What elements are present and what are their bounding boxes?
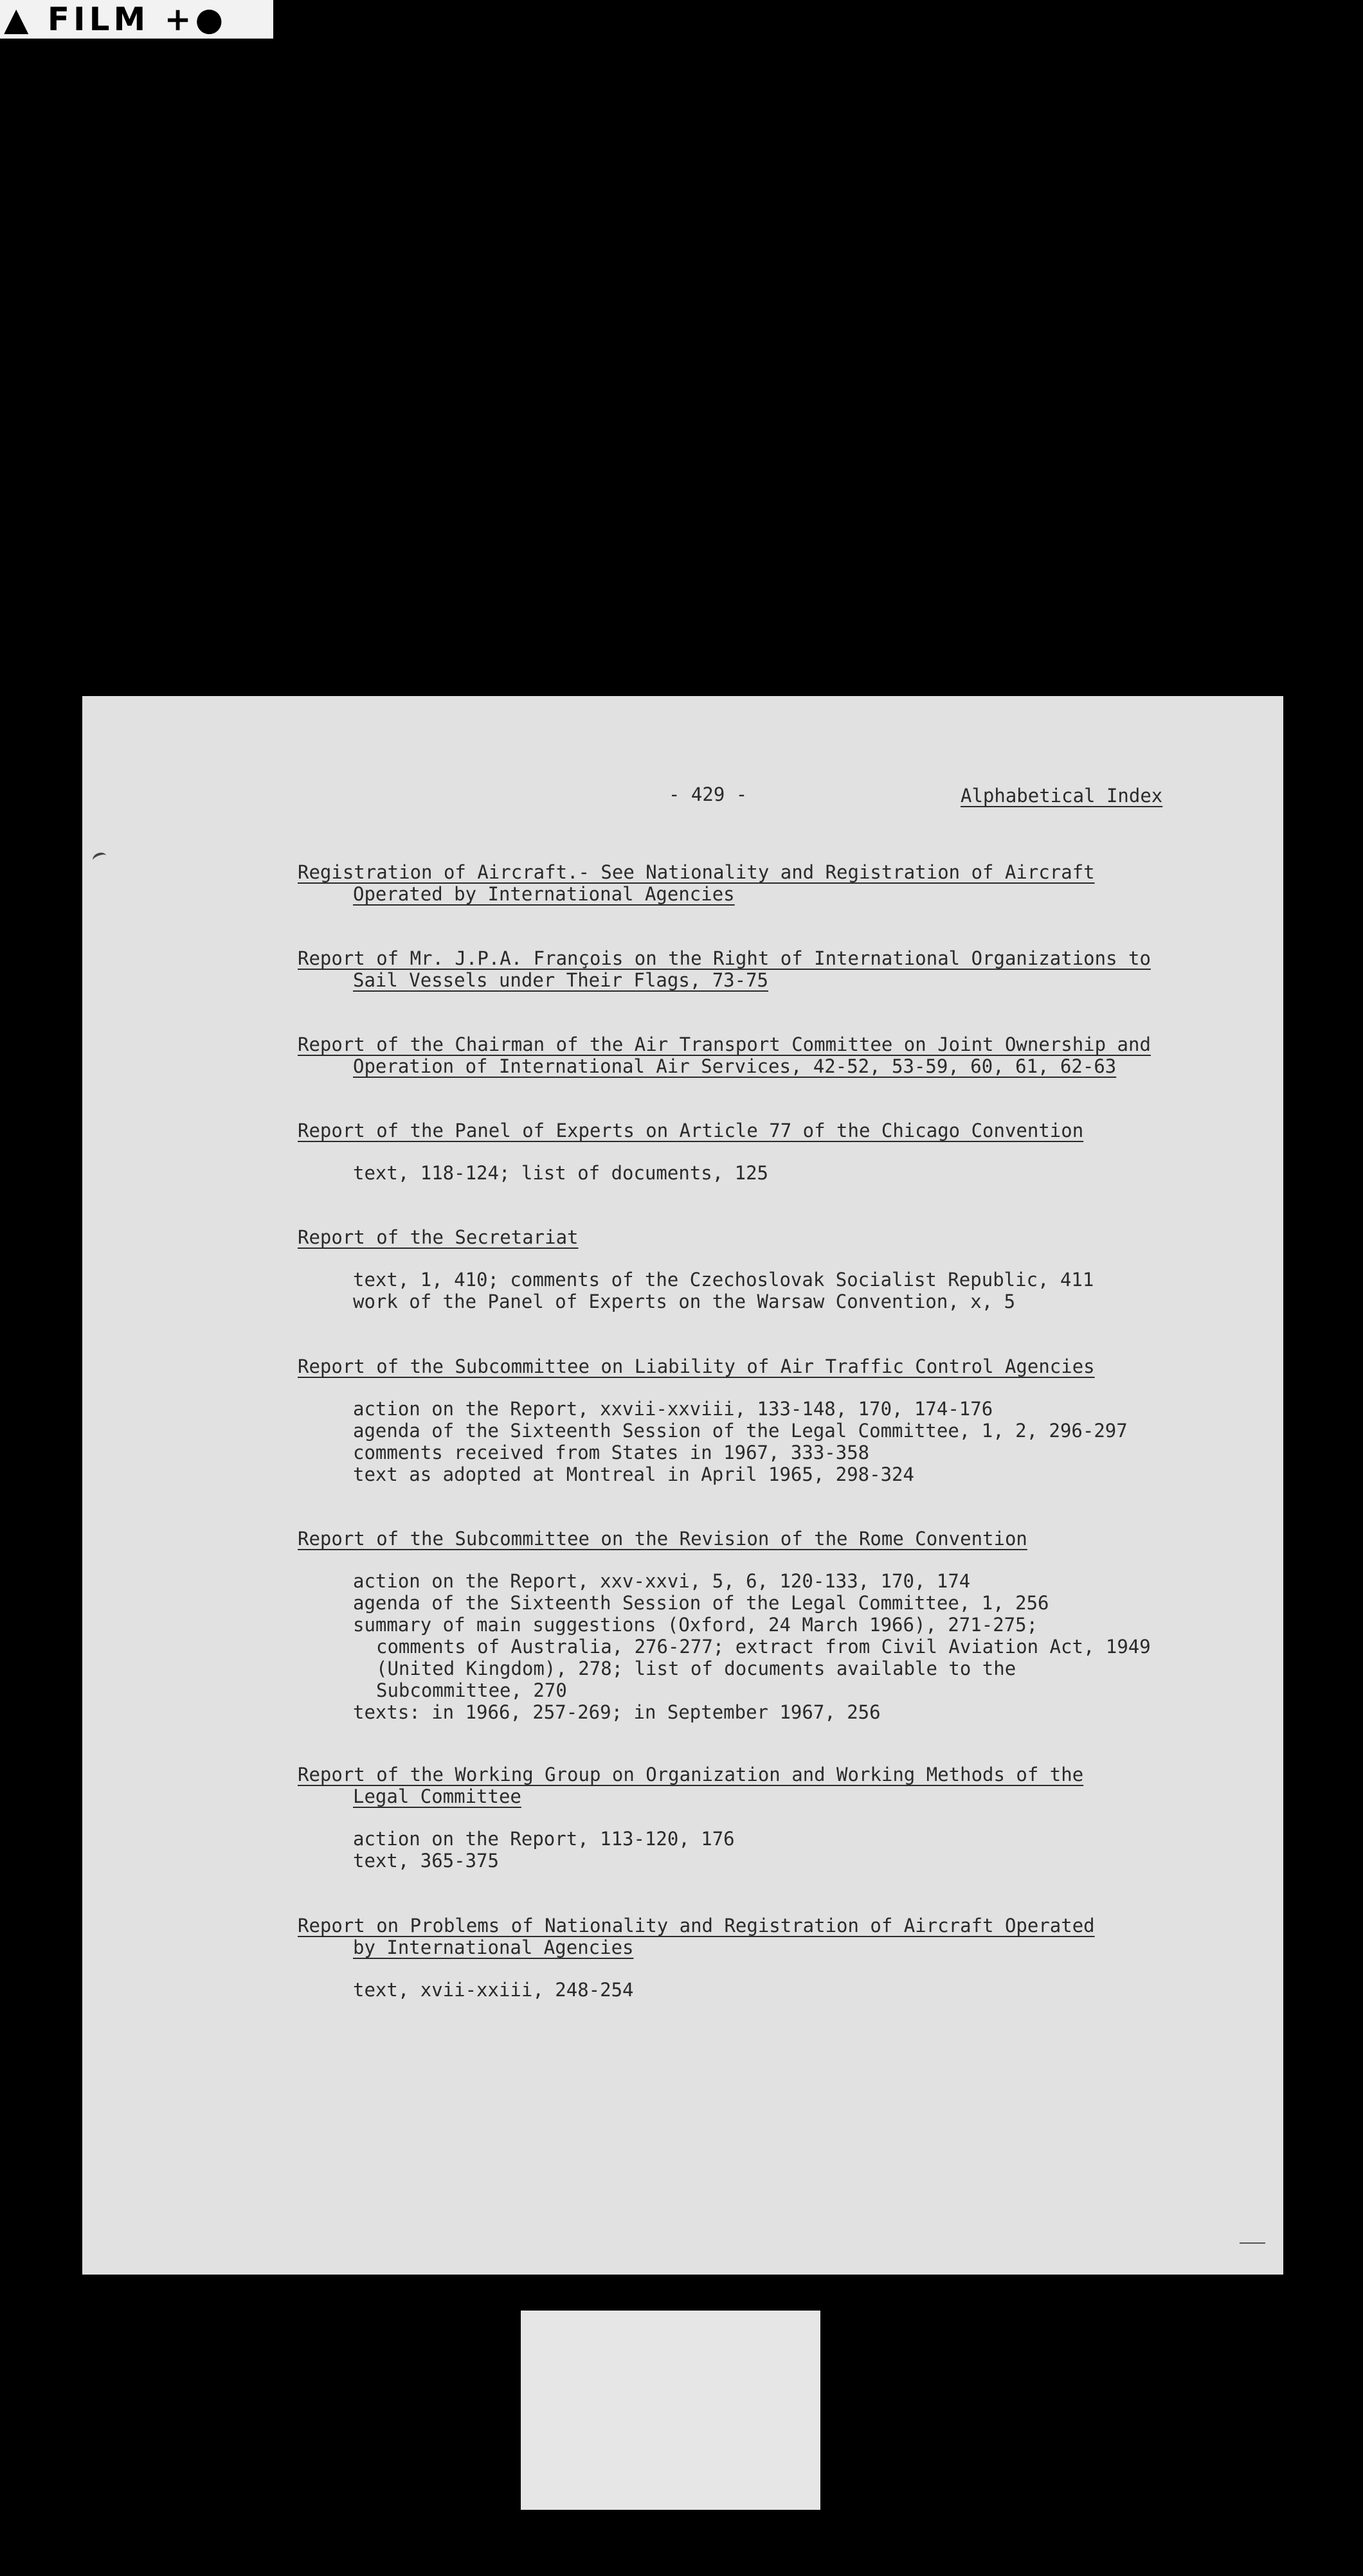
body-line: (United Kingdom), 278; list of documents available to the — [376, 1658, 1016, 1679]
title-line: Report on Problems of Nationality and Registration of Aircraft Operated — [298, 1915, 1095, 1936]
title-line: Report of the Panel of Experts on Article 77 of the Chicago Convention — [298, 1120, 1084, 1141]
corner-mark — [1240, 2242, 1265, 2244]
title-line: Report of Mr. J.P.A. François on the Right of International Organizations to — [298, 947, 1151, 969]
title-line: Operation of International Air Services, 42-52, 53-59, 60, 61, 62-63 — [353, 1055, 1117, 1077]
title-line: Legal Committee — [353, 1785, 521, 1807]
title-line: Registration of Aircraft.- See Nationality and Registration of Aircraft — [298, 861, 1095, 883]
body-line: work of the Panel of Experts on the Warsaw Convention, x, 5 — [353, 1291, 1016, 1312]
entry-title — [298, 1033, 1211, 1077]
body-line: action on the Report, 113-120, 176 — [353, 1828, 735, 1850]
entry-title — [298, 1528, 1211, 1550]
index-entry — [298, 1355, 1211, 1485]
entry-title — [298, 861, 1211, 905]
body-line: text as adopted at Montreal in April 1965, 298-324 — [353, 1463, 914, 1485]
body-line: text, xvii-xxiii, 248-254 — [353, 1979, 634, 2001]
index-entry — [298, 1120, 1211, 1184]
title-line: Report of the Chairman of the Air Transport Committee on Joint Ownership and — [298, 1033, 1151, 1055]
entry-title — [298, 1764, 1211, 1807]
entry-title — [298, 1915, 1211, 1958]
index-entry — [298, 861, 1211, 905]
title-line: by International Agencies — [353, 1936, 634, 1958]
page-header: Alphabetical Index — [961, 785, 1163, 807]
body-line: Subcommittee, 270 — [376, 1679, 567, 1701]
index-entry — [298, 1764, 1211, 1872]
body-line: agenda of the Sixteenth Session of the Legal Committee, 1, 2, 296-297 — [353, 1420, 1128, 1442]
title-line: Report of the Subcommittee on the Revision of the Rome Convention — [298, 1528, 1027, 1550]
body-line: text, 1, 410; comments of the Czechoslovak Socialist Republic, 411 — [353, 1269, 1094, 1291]
index-entry — [298, 1915, 1211, 2001]
entry-title — [298, 947, 1211, 991]
page-number: - 429 - — [669, 783, 748, 805]
title-line: Operated by International Agencies — [353, 883, 735, 905]
entry-body — [298, 1398, 1211, 1485]
body-line: action on the Report, xxv-xxvi, 5, 6, 120-133, 170, 174 — [353, 1570, 971, 1592]
entry-title — [298, 1120, 1211, 1141]
body-line: texts: in 1966, 257-269; in September 1967, 256 — [353, 1701, 881, 1723]
entry-body — [298, 1828, 1211, 1872]
entry-body — [298, 1162, 1211, 1184]
title-line: Report of the Working Group on Organization and Working Methods of the — [298, 1764, 1084, 1785]
body-line: comments received from States in 1967, 333-358 — [353, 1442, 870, 1463]
entry-body — [298, 1269, 1211, 1312]
entry-title — [298, 1355, 1211, 1377]
document-page — [82, 696, 1283, 2275]
entry-title — [298, 1226, 1211, 1248]
entry-body — [298, 1979, 1211, 2001]
body-line: agenda of the Sixteenth Session of the Legal Committee, 1, 256 — [353, 1592, 1049, 1614]
entry-body — [298, 1570, 1211, 1723]
title-line: Report of the Subcommittee on Liability of Air Traffic Control Agencies — [298, 1355, 1095, 1377]
title-line: Report of the Secretariat — [298, 1226, 579, 1248]
index-entry — [298, 1528, 1211, 1723]
title-line: Sail Vessels under Their Flags, 73-75 — [353, 969, 769, 991]
body-line: summary of main suggestions (Oxford, 24 March 1966), 271-275; — [353, 1614, 1038, 1636]
edge-mark — [91, 851, 108, 866]
film-label: ▲ FILM +● — [0, 0, 273, 39]
body-line: action on the Report, xxvii-xxviii, 133-148, 170, 174-176 — [353, 1398, 993, 1420]
body-line: comments of Australia, 276-277; extract from Civil Aviation Act, 1949 — [376, 1636, 1151, 1658]
body-line: text, 118-124; list of documents, 125 — [353, 1162, 769, 1184]
body-line: text, 365-375 — [353, 1850, 499, 1872]
index-entry — [298, 1033, 1211, 1077]
blank-card — [521, 2311, 820, 2510]
index-entry — [298, 1226, 1211, 1312]
index-entry — [298, 947, 1211, 991]
